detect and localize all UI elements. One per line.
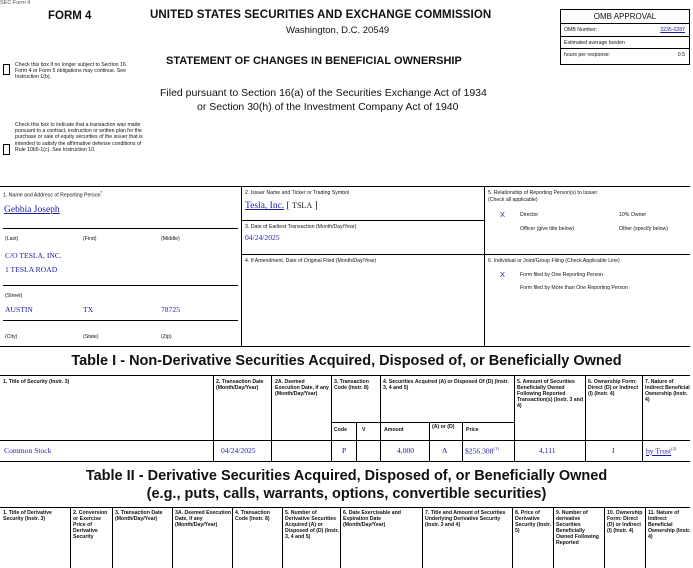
t1-header-nature: 7. Nature of Indirect Beneficial Ownership (Instr. 4) bbox=[645, 379, 690, 404]
officer-label: Officer (give title below) bbox=[520, 226, 575, 232]
t2-header-derivative-owned: 9. Number of derivative Securities Beneficially Owned Following Reported bbox=[556, 510, 599, 547]
director-mark[interactable]: X bbox=[500, 210, 506, 219]
t1-row-a-or-d: A bbox=[442, 446, 448, 455]
table2-subtitle: (e.g., puts, calls, warrants, options, convertible securities) bbox=[146, 486, 547, 502]
t2-header-nature: 11. Nature of Indirect Beneficial Ownership (Instr. 4) bbox=[648, 510, 691, 541]
city-label: (City) bbox=[5, 334, 18, 340]
t1-header-owned: 5. Amount of Securities Beneficially Owned Following Reported Transaction(s) (Instr. 3 and 4) bbox=[517, 379, 584, 410]
t2-header-title: 1. Title of Derivative Security (Instr. 3) bbox=[3, 510, 52, 523]
omb-title: OMB APPROVAL bbox=[561, 10, 689, 24]
omb-hours-label: hours per response: bbox=[564, 52, 611, 58]
t1-header-title: 1. Title of Security (Instr. 3) bbox=[3, 379, 70, 385]
t1-row-nature: by Trust$^{(2)}$ bbox=[646, 446, 677, 456]
filing-option-one: Form filed by One Reporting Person bbox=[520, 272, 604, 278]
box5-label: 5. Relationship of Reporting Person(s) to Issuer bbox=[488, 190, 598, 196]
statement-title: STATEMENT OF CHANGES IN BENEFICIAL OWNERSHIP bbox=[166, 55, 462, 67]
ticker-symbol: TSLA bbox=[292, 201, 313, 210]
city-value: AUSTIN bbox=[5, 305, 33, 314]
t1-header-ownership-form: 6. Ownership Form: Direct (D) or Indirect (I) (Instr. 4) bbox=[588, 379, 639, 398]
t1-header-date: 2. Transaction Date (Month/Day/Year) bbox=[216, 379, 264, 392]
form-label: FORM 4 bbox=[48, 10, 92, 22]
box6-label: 6. Individual or Joint/Group Filing (Check Applicable Line) bbox=[488, 258, 620, 264]
box1-label: 1. Name and Address of Reporting Person* bbox=[3, 190, 103, 199]
address-line-2: 1 TESLA ROAD bbox=[5, 265, 58, 274]
one-person-mark[interactable]: X bbox=[500, 270, 506, 279]
first-label: (First) bbox=[83, 236, 97, 242]
earliest-transaction-date: 04/24/2025 bbox=[245, 233, 280, 242]
omb-number-label: OMB Number: bbox=[564, 27, 598, 33]
filing-option-many: Form filed by More than One Reporting Person bbox=[520, 285, 628, 291]
omb-approval-box bbox=[560, 9, 690, 65]
t2-header-deemed: 3A. Deemed Execution Date, if any (Month/Day/Year) bbox=[175, 510, 231, 529]
t2-header-ownership-form: 10. Ownership Form: Direct (D) or Indirect (I) (Instr. 4) bbox=[607, 510, 643, 535]
filed-line-2: or Section 30(h) of the Investment Company Act of 1940 bbox=[197, 101, 459, 113]
t1-header-code: 3. Transaction Code (Instr. 8) bbox=[334, 379, 369, 392]
box4-label: 4. If Amendment, Date of Original Filed (Month/Day/Year) bbox=[245, 258, 377, 264]
street-label: (Street) bbox=[5, 293, 23, 299]
t2-header-conversion: 2. Conversion or Exercise Price of Derivative Security bbox=[73, 510, 108, 541]
state-value: TX bbox=[83, 305, 94, 314]
reporting-info-section bbox=[0, 186, 690, 347]
t1-subheader-amount: Amount bbox=[384, 427, 404, 433]
t1-subheader-a-or-d: (A) or (D) bbox=[432, 424, 455, 430]
t2-header-number: 5. Number of Derivative Securities Acquired (A) or Disposed of (D) (Instr. 3, 4 and 5) bbox=[285, 510, 339, 541]
reporting-person-name[interactable]: Gebbia Joseph bbox=[4, 205, 60, 215]
section16-checkbox-text: Check this box if no longer subject to Section 16. Form 4 or Form 5 obligations may continue. See Instruction 1(b). bbox=[15, 62, 128, 81]
t1-row-code: P bbox=[342, 446, 347, 455]
state-label: (State) bbox=[83, 334, 99, 340]
table1-title: Table I - Non-Derivative Securities Acquired, Disposed of, or Beneficially Owned bbox=[71, 353, 622, 369]
t1-subheader-v: V bbox=[362, 427, 366, 433]
omb-burden-label: Estimated average burden bbox=[564, 40, 625, 46]
t2-header-code: 4. Transaction Code (Instr. 8) bbox=[235, 510, 270, 523]
rule10b5-checkbox[interactable] bbox=[3, 144, 10, 155]
filed-line-1: Filed pursuant to Section 16(a) of the Securities Exchange Act of 1934 bbox=[160, 87, 487, 99]
address-line-1: C/O TESLA, INC. bbox=[5, 251, 62, 260]
t1-header-deemed: 2A. Deemed Execution Date, if any (Month/Day/Year) bbox=[275, 379, 329, 398]
t1-subheader-price: Price bbox=[466, 427, 479, 433]
box2-label: 2. Issuer Name and Ticker or Trading Symbol bbox=[245, 190, 350, 196]
omb-number-value[interactable]: 3235-0287 bbox=[660, 27, 685, 33]
t1-row-security: Common Stock bbox=[4, 446, 52, 455]
other-label: Other (specify below) bbox=[619, 226, 669, 232]
t1-header-acquired: 4. Securities Acquired (A) or Disposed Of (D) (Instr. 3, 4 and 5) bbox=[383, 379, 509, 392]
rule10b5-checkbox-text: Check this box to indicate that a transaction was made pursuant to a contract, instruction or written plan for the purchase or sale of equity securities of the issuer that is intended to satisfy the affirmative defense conditions of Rule 10b5-1(c). See Instruction 10. bbox=[15, 122, 143, 153]
middle-label: (Middle) bbox=[161, 236, 180, 242]
director-label: Director bbox=[520, 212, 539, 218]
agency-title: UNITED STATES SECURITIES AND EXCHANGE COMMISSION bbox=[150, 9, 492, 21]
issuer-ticker: Tesla, Inc. [ TSLA ] bbox=[245, 201, 318, 211]
t1-subheader-code: Code bbox=[334, 427, 347, 433]
box5-sub: (Check all applicable) bbox=[488, 197, 538, 203]
zip-label: (Zip) bbox=[161, 334, 172, 340]
t1-row-amount: 4,000 bbox=[397, 446, 415, 455]
t1-row-owned: 4,111 bbox=[539, 446, 556, 455]
omb-hours-value: 0.5 bbox=[677, 52, 685, 58]
t1-row-price: $256.308$^{(1)}$ bbox=[465, 446, 499, 456]
t1-row-ownership-form: I bbox=[612, 446, 615, 455]
t1-row-date: 04/24/2025 bbox=[221, 446, 256, 455]
t2-header-exercisable: 6. Date Exercisable and Expiration Date (Month/Day/Year) bbox=[343, 510, 401, 529]
t2-header-underlying: 7. Title and Amount of Securities Underlying Derivative Security (Instr. 3 and 4) bbox=[425, 510, 506, 529]
ten-percent-owner-label: 10% Owner bbox=[619, 212, 647, 218]
zip-value: 78725 bbox=[161, 305, 180, 314]
issuer-name[interactable]: Tesla, Inc. bbox=[245, 201, 285, 211]
form-top-text: SEC Form 4 bbox=[0, 0, 31, 6]
last-label: (Last) bbox=[5, 236, 19, 242]
section16-checkbox[interactable] bbox=[3, 64, 10, 75]
table2-title: Table II - Derivative Securities Acquired, Disposed of, or Beneficially Owned bbox=[85, 468, 608, 484]
box3-label: 3. Date of Earliest Transaction (Month/Day/Year) bbox=[245, 224, 357, 230]
t2-header-price: 8. Price of Derivative Security (Instr. 5) bbox=[515, 510, 552, 535]
t2-header-date: 3. Transaction Date (Month/Day/Year) bbox=[115, 510, 163, 523]
agency-city: Washington, D.C. 20549 bbox=[286, 25, 390, 36]
